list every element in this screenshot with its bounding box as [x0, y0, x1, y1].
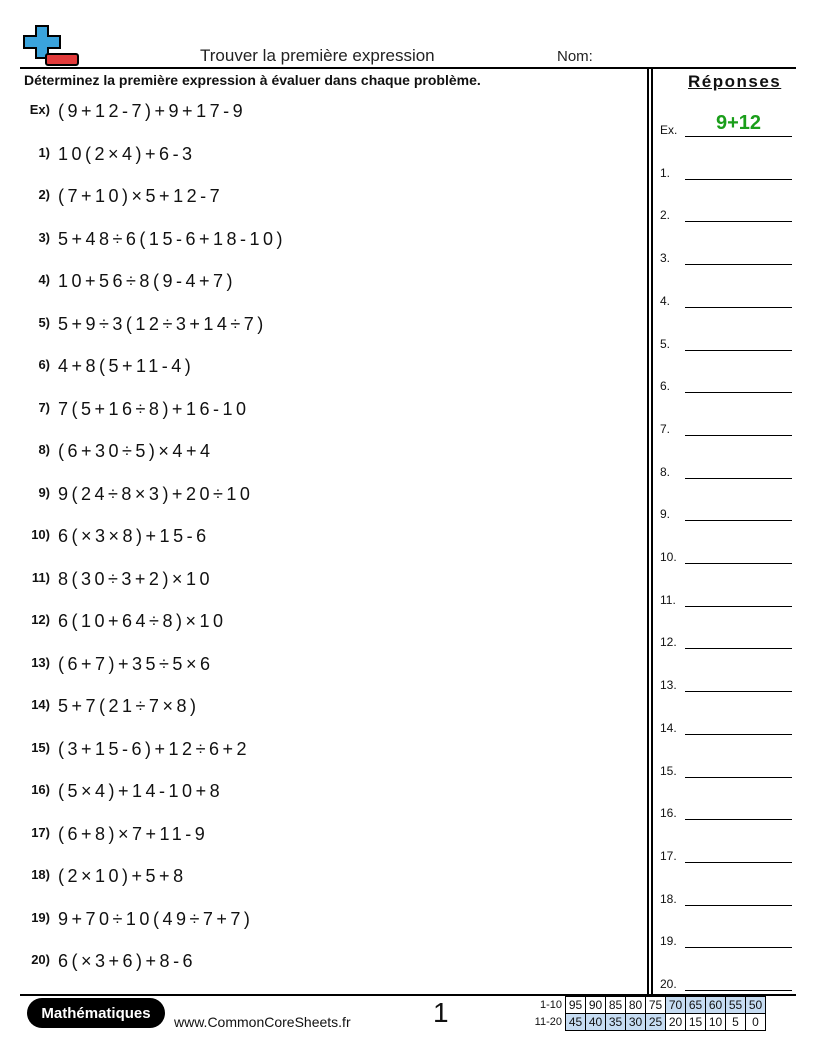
problem-number: 10)	[31, 527, 50, 542]
problem-expression: (3+15-6)+12÷6+2	[58, 738, 250, 759]
answer-blank[interactable]	[685, 478, 792, 479]
score-cell: 40	[586, 1014, 606, 1031]
problem-row	[0, 271, 640, 295]
problem-number: 16)	[31, 782, 50, 797]
problem-row	[0, 654, 640, 678]
score-cell: 75	[646, 997, 666, 1014]
answer-value: 9+12	[715, 112, 762, 134]
score-row-label: 11-20	[534, 1016, 562, 1028]
answer-label: 11.	[660, 592, 676, 607]
column-divider-left	[647, 67, 649, 995]
score-cell: 0	[746, 1014, 766, 1031]
score-cell: 70	[666, 997, 686, 1014]
score-table	[528, 996, 766, 1031]
answer-label: 4.	[660, 293, 671, 308]
answer-row	[660, 241, 794, 265]
problem-number: 11)	[31, 569, 50, 585]
problem-row	[0, 739, 640, 763]
problem-expression: 6(×3×8)+15-6	[58, 526, 210, 546]
answer-blank[interactable]	[685, 734, 792, 735]
answer-label: 15.	[660, 763, 677, 778]
problem-number: 13)	[31, 654, 50, 670]
problem-number: 4)	[38, 272, 50, 287]
answer-row	[660, 839, 794, 863]
problem-row	[0, 229, 640, 253]
problem-row	[0, 611, 640, 635]
score-cell: 35	[606, 1014, 626, 1031]
example-problem	[0, 101, 640, 125]
score-cell: 90	[586, 997, 606, 1014]
answer-row	[660, 412, 794, 436]
score-cell: 10	[706, 1014, 726, 1031]
problem-row	[0, 866, 640, 890]
answer-label: 9.	[660, 507, 671, 522]
score-cell: 45	[566, 1014, 586, 1031]
problem-expression: 5+7(21÷7×8)	[58, 696, 200, 716]
answer-row	[660, 455, 794, 479]
problem-number: 3)	[38, 229, 50, 245]
problem-expression: 5+48÷6(15-6+18-10)	[58, 228, 286, 249]
answer-row	[660, 284, 794, 308]
problem-row	[0, 909, 640, 933]
answer-blank[interactable]	[685, 563, 792, 564]
worksheet-title: Trouver la première expression	[200, 46, 435, 65]
problem-row	[0, 781, 640, 805]
problem-row	[0, 569, 640, 593]
answer-label: 1.	[660, 165, 671, 180]
problem-expression: (6+8)×7+11-9	[58, 823, 209, 844]
problem-expression: 10+56÷8(9-4+7)	[58, 271, 236, 291]
answer-blank[interactable]	[685, 520, 792, 521]
column-divider-right	[651, 67, 653, 995]
answer-row	[660, 625, 794, 649]
problem-expression: 6(×3+6)+8-6	[58, 951, 197, 971]
problem-expression: 8(30÷3+2)×10	[58, 568, 213, 589]
problem-number: 18)	[31, 867, 50, 882]
problem-row	[0, 186, 640, 210]
problem-expression: 7(5+16÷8)+16-10	[58, 398, 250, 419]
problem-expression: 9+70÷10(49÷7+7)	[58, 908, 254, 929]
problem-row	[0, 441, 640, 465]
problem-number: 17)	[31, 824, 50, 840]
answer-label: 17.	[660, 848, 677, 863]
problem-expression: (9+12-7)+9+17-9	[58, 101, 247, 121]
answer-label: 10.	[660, 550, 677, 564]
answer-row	[660, 967, 794, 991]
score-cell: 30	[626, 1014, 646, 1031]
answers-title: Réponses	[688, 72, 782, 91]
page-number: 1	[433, 997, 449, 1028]
score-cell: 55	[726, 997, 746, 1014]
problem-row	[0, 144, 640, 168]
problem-expression: 9(24÷8×3)+20÷10	[58, 483, 254, 504]
problem-expression: (7+10)×5+12-7	[58, 186, 224, 206]
answer-row	[660, 924, 794, 948]
problem-row	[0, 314, 640, 338]
instructions: Déterminez la première expression à évaluer dans chaque problème.	[24, 72, 481, 88]
problem-row	[0, 356, 640, 380]
score-row-label: 1-10	[539, 999, 562, 1011]
answer-row	[660, 497, 794, 521]
problem-row	[0, 824, 640, 848]
answer-label: 8.	[660, 464, 671, 479]
problem-expression: (6+7)+35÷5×6	[58, 653, 214, 674]
answer-blank[interactable]	[685, 136, 792, 137]
answer-label: 3.	[660, 251, 671, 266]
problem-row	[0, 484, 640, 508]
name-label: Nom:	[557, 48, 593, 65]
website-link[interactable]: www.CommonCoreSheets.fr	[174, 1014, 351, 1030]
problem-number: 12)	[31, 612, 50, 627]
header-divider	[20, 67, 796, 69]
answer-blank[interactable]	[685, 691, 792, 692]
answer-row	[660, 369, 794, 393]
answer-blank[interactable]	[685, 905, 792, 906]
answer-blank[interactable]	[685, 392, 792, 393]
problem-number: 8)	[38, 442, 50, 457]
answer-blank[interactable]	[685, 777, 792, 778]
answer-label: 16.	[660, 806, 677, 821]
answer-row	[660, 540, 794, 564]
answer-blank[interactable]	[685, 606, 792, 607]
problem-expression: 6(10+64÷8)×10	[58, 611, 227, 631]
answer-blank[interactable]	[685, 648, 792, 649]
answer-blank[interactable]	[685, 862, 792, 863]
brand-badge	[27, 997, 167, 1029]
answer-label: 14.	[660, 720, 677, 735]
problem-number: 1)	[38, 144, 50, 160]
problem-row	[0, 696, 640, 720]
problem-expression: (5×4)+14-10+8	[58, 781, 224, 801]
brand-label: Mathématiques	[41, 1005, 151, 1022]
problem-expression: 5+9÷3(12÷3+14÷7)	[58, 313, 267, 334]
score-cell: 25	[646, 1014, 666, 1031]
answer-row	[660, 583, 794, 607]
answer-row	[660, 156, 794, 180]
answer-row	[660, 711, 794, 735]
problem-row	[0, 951, 640, 975]
problem-number: 7)	[38, 399, 50, 415]
score-row	[528, 997, 766, 1014]
problem-number: 9)	[38, 484, 50, 500]
answer-row	[660, 327, 794, 351]
answer-label: 13.	[660, 678, 677, 693]
problem-number: 6)	[38, 357, 50, 372]
answer-blank[interactable]	[685, 350, 792, 351]
answer-blank[interactable]	[685, 264, 792, 265]
answer-row	[660, 198, 794, 222]
answer-label: 6.	[660, 379, 671, 394]
answer-blank[interactable]	[685, 990, 792, 991]
problem-row	[0, 399, 640, 423]
answer-blank[interactable]	[685, 179, 792, 180]
answer-blank[interactable]	[685, 435, 792, 436]
answer-label: 19.	[660, 934, 677, 949]
plus-minus-logo-icon	[22, 24, 80, 68]
problem-number: 15)	[31, 739, 50, 755]
score-cell: 80	[626, 997, 646, 1014]
score-cell: 65	[686, 997, 706, 1014]
answer-blank[interactable]	[685, 221, 792, 222]
problem-expression: 4+8(5+11-4)	[58, 356, 195, 376]
score-cell: 15	[686, 1014, 706, 1031]
answer-label: 5.	[660, 336, 671, 351]
answer-label: 7.	[660, 421, 671, 436]
problem-expression: (6+30÷5)×4+4	[58, 441, 214, 461]
answer-label: 20.	[660, 977, 677, 991]
problem-number: 19)	[31, 909, 50, 925]
problem-number: 14)	[31, 697, 50, 712]
answer-label: Ex.	[660, 123, 678, 137]
answer-blank[interactable]	[685, 307, 792, 308]
answer-label: 2.	[660, 208, 671, 223]
answer-label: 18.	[660, 891, 677, 906]
score-cell: 95	[566, 997, 586, 1014]
problem-number: 20)	[31, 952, 50, 967]
score-cell: 85	[606, 997, 626, 1014]
score-cell: 60	[706, 997, 726, 1014]
example-answer	[660, 113, 794, 137]
answer-row	[660, 754, 794, 778]
problem-number: Ex)	[29, 102, 50, 117]
problem-expression: 10(2×4)+6-3	[58, 143, 196, 164]
answer-blank[interactable]	[685, 819, 792, 820]
problem-number: 5)	[38, 314, 50, 330]
score-row	[528, 1014, 766, 1031]
answer-label: 12.	[660, 635, 677, 650]
problem-row	[0, 526, 640, 550]
score-cell: 5	[726, 1014, 746, 1031]
answer-blank[interactable]	[685, 947, 792, 948]
answer-row	[660, 668, 794, 692]
answer-row	[660, 882, 794, 906]
answer-row	[660, 796, 794, 820]
score-cell: 20	[666, 1014, 686, 1031]
problem-number: 2)	[38, 187, 50, 202]
problem-expression: (2×10)+5+8	[58, 866, 187, 886]
score-cell: 50	[746, 997, 766, 1014]
